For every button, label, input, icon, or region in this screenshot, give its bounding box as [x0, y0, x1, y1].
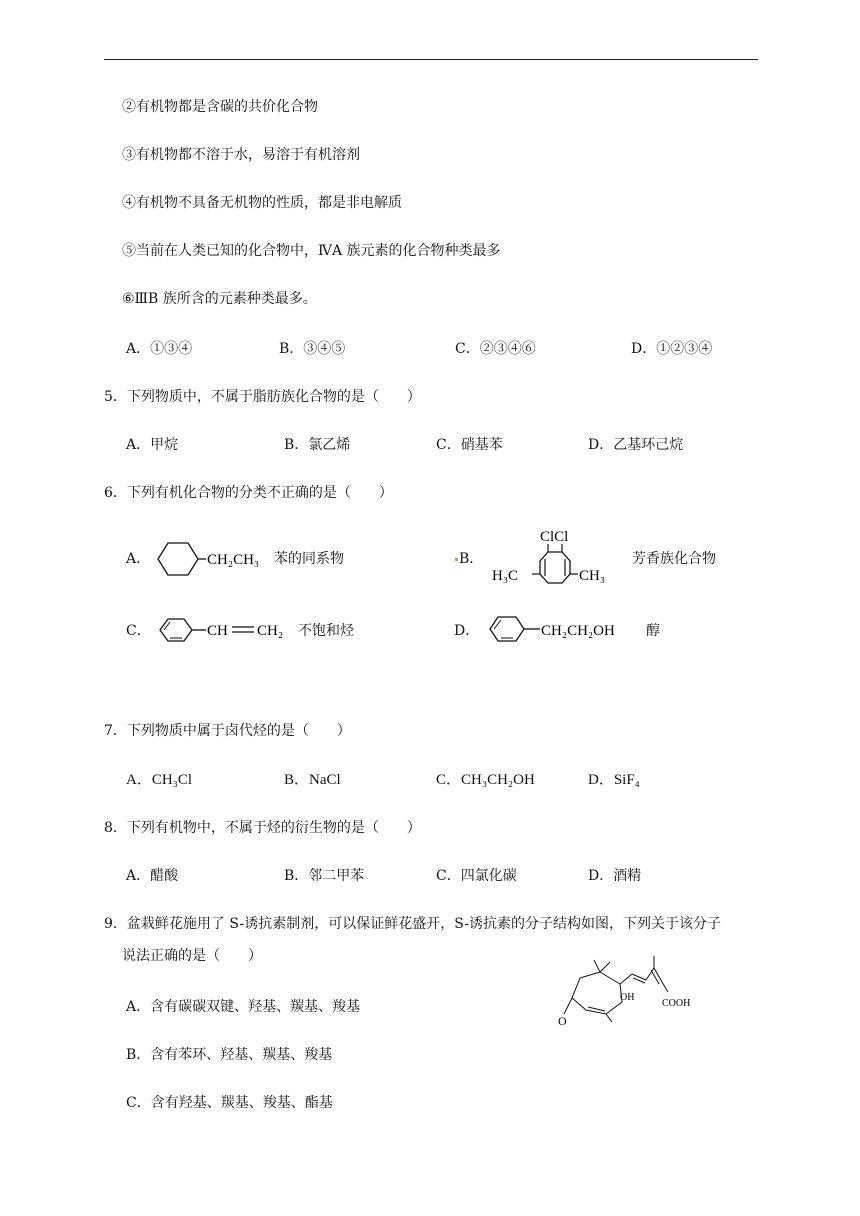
q7-option-b: B．NaCl [284, 772, 341, 788]
q6-b-ch3-right: CH₃ [579, 568, 606, 584]
q9-option-a: A．含有碳碳双键、羟基、羰基、羧基 [126, 999, 361, 1015]
q9-option-c: C．含有羟基、羰基、羧基、酯基 [126, 1095, 333, 1111]
q6-option-a-desc: 苯的同系物 [274, 551, 344, 567]
styrene-structure [150, 612, 300, 648]
statement-5: ⑤当前在人类已知的化合物中，ⅣA 族元素的化合物种类最多 [122, 243, 501, 259]
dichloro-xylene-structure [490, 524, 630, 590]
q8-option-c: C．四氯化碳 [436, 868, 517, 884]
mark-dot [455, 558, 458, 561]
statement-2: ②有机物都是含碳的共价化合物 [122, 99, 318, 115]
q5-option-a: A．甲烷 [126, 437, 179, 453]
header-rule [104, 59, 758, 60]
statement-4: ④有机物不具备无机物的性质，都是非电解质 [122, 195, 402, 211]
s-abscisic-acid-structure [550, 954, 710, 1034]
q6-b-ch3-left: H₃C [492, 568, 519, 584]
q9-option-b: B．含有苯环、羟基、羰基、羧基 [126, 1047, 333, 1063]
q7-option-c: C．CH₃CH₂OH [436, 772, 535, 788]
statement-3: ③有机物都不溶于水，易溶于有机溶剂 [122, 147, 360, 163]
q6-option-b-letter: B． [454, 550, 483, 568]
q6-a-formula: CH₂CH₃ [207, 552, 260, 568]
phenylethanol-structure [482, 610, 642, 648]
q4-option-d: D．①②③④ [631, 341, 713, 357]
q7-stem: 7．下列物质中属于卤代烃的是（ ） [104, 723, 351, 739]
q6-c-ch2: CH₂ [257, 623, 284, 639]
cooh-label: COOH [662, 998, 691, 1009]
q7-option-a: A．CH₃Cl [126, 772, 193, 788]
q6-option-c-desc: 不饱和烃 [298, 623, 354, 639]
q5-stem: 5．下列物质中，不属于脂肪族化合物的是（ ） [104, 389, 421, 405]
q6-stem: 6．下列有机化合物的分类不正确的是（ ） [104, 485, 393, 501]
q6-b-cl: ClCl [540, 529, 569, 545]
statement-6: ⑥ⅢB 族所含的元素种类最多。 [122, 291, 317, 307]
q4-option-c: C．②③④⑥ [455, 341, 536, 357]
oh-label: OH [620, 992, 635, 1003]
q6-option-b-desc: 芳香族化合物 [632, 551, 716, 567]
q9-stem-line1: 9．盆栽鲜花施用了 S-诱抗素制剂，可以保证鲜花盛开，S-诱抗素的分子结构如图，下列关于该分子 [104, 916, 722, 932]
q8-option-a: A．醋酸 [126, 868, 179, 884]
q4-option-a: A．①③④ [126, 341, 193, 357]
q7-option-d: D．SiF₄ [588, 772, 640, 788]
q6-option-d-desc: 醇 [646, 623, 660, 639]
q5-option-c: C．硝基苯 [436, 437, 503, 453]
q6-c-ch: CH [207, 623, 228, 639]
ketone-o-label: O [558, 1014, 567, 1028]
q6-option-c-letter: C． [126, 623, 151, 639]
cyclohexane-ethyl-structure [150, 532, 280, 586]
q4-option-b: B．③④⑤ [279, 341, 346, 357]
q6-d-formula: CH₂CH₂OH [541, 623, 615, 639]
q8-option-b: B．邻二甲苯 [284, 868, 365, 884]
q5-option-d: D．乙基环己烷 [588, 437, 684, 453]
q6-option-a-letter: A． [126, 551, 151, 567]
q8-stem: 8．下列有机物中，不属于烃的衍生物的是（ ） [104, 820, 421, 836]
q5-option-b: B．氯乙烯 [284, 437, 351, 453]
q8-option-d: D．酒精 [588, 868, 642, 884]
q6-option-d-letter: D． [454, 623, 480, 639]
q9-stem-line2: 说法正确的是（ ） [122, 948, 262, 964]
